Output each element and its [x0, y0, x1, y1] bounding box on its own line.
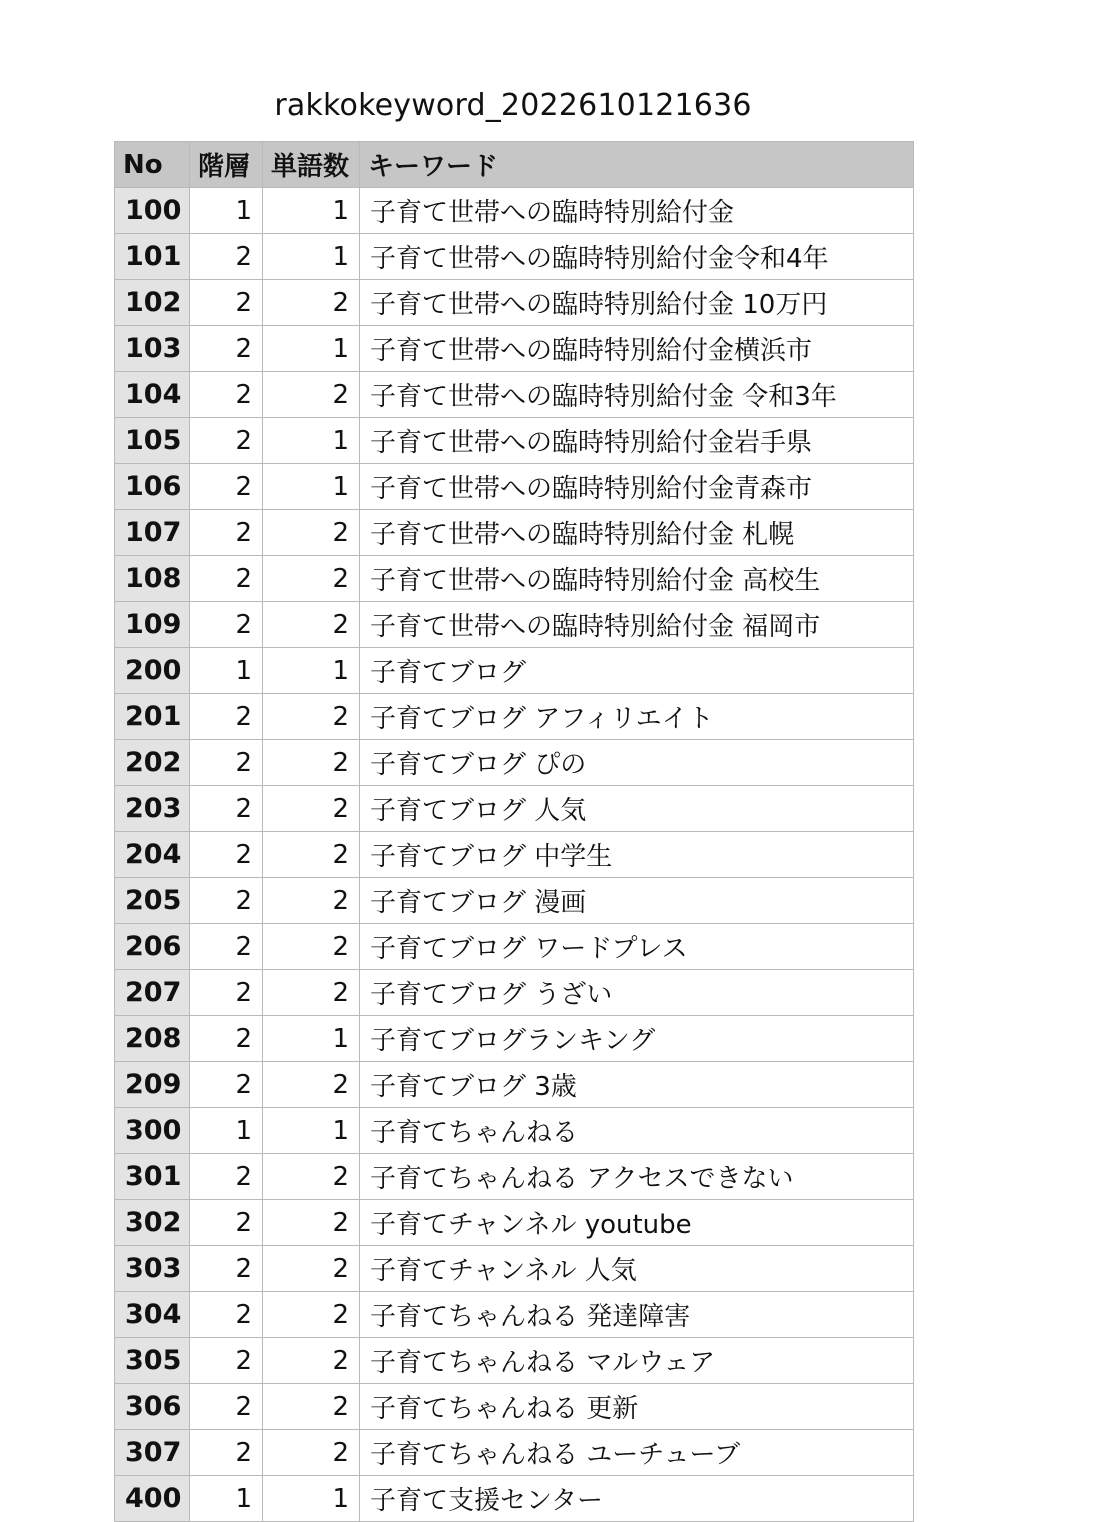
row-word-count-cell: 1 [263, 188, 360, 234]
row-word-count-cell: 2 [263, 878, 360, 924]
row-keyword-cell: 子育てちゃんねる [360, 1108, 914, 1154]
table-row [115, 602, 914, 648]
table-row [115, 234, 914, 280]
row-level-cell: 2 [190, 602, 263, 648]
keyword-table [114, 141, 914, 1522]
row-keyword-cell: 子育て世帯への臨時特別給付金 福岡市 [360, 602, 914, 648]
table-row [115, 280, 914, 326]
row-level-cell: 2 [190, 694, 263, 740]
row-no-cell: 206 [115, 924, 190, 970]
row-keyword-cell: 子育て世帯への臨時特別給付金 高校生 [360, 556, 914, 602]
row-no-cell: 307 [115, 1430, 190, 1476]
row-no-cell: 302 [115, 1200, 190, 1246]
row-keyword-cell: 子育てブログ 中学生 [360, 832, 914, 878]
row-keyword-cell: 子育て支援センター [360, 1476, 914, 1522]
row-level-cell: 2 [190, 1292, 263, 1338]
row-word-count-cell: 2 [263, 280, 360, 326]
row-level-cell: 1 [190, 1476, 263, 1522]
table-row [115, 924, 914, 970]
row-keyword-cell: 子育てブログ 人気 [360, 786, 914, 832]
table-row [115, 740, 914, 786]
row-no-cell: 101 [115, 234, 190, 280]
row-word-count-cell: 2 [263, 1154, 360, 1200]
table-row [115, 556, 914, 602]
row-no-cell: 202 [115, 740, 190, 786]
row-keyword-cell: 子育てちゃんねる ユーチューブ [360, 1430, 914, 1476]
row-level-cell: 2 [190, 1154, 263, 1200]
row-keyword-cell: 子育てちゃんねる 発達障害 [360, 1292, 914, 1338]
row-no-cell: 203 [115, 786, 190, 832]
header-word-count: 単語数 [263, 142, 360, 188]
row-word-count-cell: 1 [263, 234, 360, 280]
row-keyword-cell: 子育てブログ うざい [360, 970, 914, 1016]
row-level-cell: 1 [190, 188, 263, 234]
row-no-cell: 103 [115, 326, 190, 372]
table-row [115, 832, 914, 878]
row-keyword-cell: 子育て世帯への臨時特別給付金青森市 [360, 464, 914, 510]
row-level-cell: 1 [190, 1108, 263, 1154]
row-keyword-cell: 子育てブログ 3歳 [360, 1062, 914, 1108]
row-no-cell: 305 [115, 1338, 190, 1384]
row-level-cell: 2 [190, 1384, 263, 1430]
row-level-cell: 2 [190, 418, 263, 464]
table-row [115, 464, 914, 510]
row-no-cell: 205 [115, 878, 190, 924]
row-keyword-cell: 子育て世帯への臨時特別給付金 令和3年 [360, 372, 914, 418]
row-word-count-cell: 2 [263, 602, 360, 648]
header-no: No [115, 142, 190, 188]
row-keyword-cell: 子育てブログ ぴの [360, 740, 914, 786]
table-row [115, 786, 914, 832]
row-level-cell: 2 [190, 280, 263, 326]
row-keyword-cell: 子育てブログ ワードプレス [360, 924, 914, 970]
row-level-cell: 2 [190, 234, 263, 280]
row-level-cell: 2 [190, 740, 263, 786]
row-keyword-cell: 子育て世帯への臨時特別給付金横浜市 [360, 326, 914, 372]
row-word-count-cell: 2 [263, 1384, 360, 1430]
row-level-cell: 2 [190, 1246, 263, 1292]
row-level-cell: 1 [190, 648, 263, 694]
row-keyword-cell: 子育て世帯への臨時特別給付金 [360, 188, 914, 234]
table-header [115, 142, 914, 188]
row-level-cell: 2 [190, 1338, 263, 1384]
table-row [115, 1384, 914, 1430]
row-keyword-cell: 子育てブログ 漫画 [360, 878, 914, 924]
row-no-cell: 306 [115, 1384, 190, 1430]
row-word-count-cell: 1 [263, 648, 360, 694]
table-body [115, 188, 914, 1522]
table-row [115, 648, 914, 694]
row-word-count-cell: 2 [263, 740, 360, 786]
row-word-count-cell: 2 [263, 786, 360, 832]
row-level-cell: 2 [190, 326, 263, 372]
row-level-cell: 2 [190, 1016, 263, 1062]
row-keyword-cell: 子育てチャンネル youtube [360, 1200, 914, 1246]
row-word-count-cell: 1 [263, 464, 360, 510]
table-row [115, 1292, 914, 1338]
row-word-count-cell: 2 [263, 832, 360, 878]
row-no-cell: 304 [115, 1292, 190, 1338]
row-word-count-cell: 2 [263, 1062, 360, 1108]
row-level-cell: 2 [190, 464, 263, 510]
table-row [115, 1062, 914, 1108]
document-title: rakkokeyword_2022610121636 [274, 88, 752, 123]
row-no-cell: 100 [115, 188, 190, 234]
table-row [115, 1338, 914, 1384]
row-level-cell: 2 [190, 510, 263, 556]
row-no-cell: 207 [115, 970, 190, 1016]
header-keyword: キーワード [360, 142, 914, 188]
row-word-count-cell: 2 [263, 1430, 360, 1476]
row-word-count-cell: 1 [263, 1016, 360, 1062]
row-level-cell: 2 [190, 556, 263, 602]
row-word-count-cell: 2 [263, 694, 360, 740]
row-level-cell: 2 [190, 1200, 263, 1246]
table-row [115, 878, 914, 924]
table-row [115, 372, 914, 418]
table-row [115, 1154, 914, 1200]
row-no-cell: 107 [115, 510, 190, 556]
table-row [115, 1430, 914, 1476]
row-word-count-cell: 2 [263, 924, 360, 970]
row-keyword-cell: 子育てちゃんねる マルウェア [360, 1338, 914, 1384]
table-row [115, 326, 914, 372]
row-no-cell: 209 [115, 1062, 190, 1108]
row-keyword-cell: 子育てブログ アフィリエイト [360, 694, 914, 740]
row-no-cell: 102 [115, 280, 190, 326]
row-no-cell: 109 [115, 602, 190, 648]
table-row [115, 510, 914, 556]
row-word-count-cell: 2 [263, 1292, 360, 1338]
row-level-cell: 2 [190, 970, 263, 1016]
row-no-cell: 105 [115, 418, 190, 464]
row-level-cell: 2 [190, 372, 263, 418]
table-row [115, 1476, 914, 1522]
row-level-cell: 2 [190, 878, 263, 924]
table-row [115, 970, 914, 1016]
row-word-count-cell: 1 [263, 1108, 360, 1154]
row-level-cell: 2 [190, 924, 263, 970]
row-keyword-cell: 子育てブログ [360, 648, 914, 694]
row-no-cell: 108 [115, 556, 190, 602]
row-no-cell: 200 [115, 648, 190, 694]
row-no-cell: 303 [115, 1246, 190, 1292]
table-row [115, 694, 914, 740]
table-row [115, 1016, 914, 1062]
row-no-cell: 104 [115, 372, 190, 418]
row-no-cell: 301 [115, 1154, 190, 1200]
row-no-cell: 106 [115, 464, 190, 510]
header-level: 階層 [190, 142, 263, 188]
row-word-count-cell: 1 [263, 418, 360, 464]
row-level-cell: 2 [190, 1430, 263, 1476]
row-word-count-cell: 2 [263, 372, 360, 418]
row-word-count-cell: 2 [263, 970, 360, 1016]
table-row [115, 1108, 914, 1154]
table-row [115, 188, 914, 234]
row-no-cell: 208 [115, 1016, 190, 1062]
row-word-count-cell: 2 [263, 510, 360, 556]
row-word-count-cell: 1 [263, 326, 360, 372]
row-no-cell: 201 [115, 694, 190, 740]
row-keyword-cell: 子育て世帯への臨時特別給付金 札幌 [360, 510, 914, 556]
row-level-cell: 2 [190, 1062, 263, 1108]
row-word-count-cell: 1 [263, 1476, 360, 1522]
row-level-cell: 2 [190, 786, 263, 832]
row-keyword-cell: 子育てブログランキング [360, 1016, 914, 1062]
row-level-cell: 2 [190, 832, 263, 878]
row-word-count-cell: 2 [263, 556, 360, 602]
row-no-cell: 400 [115, 1476, 190, 1522]
row-keyword-cell: 子育て世帯への臨時特別給付金岩手県 [360, 418, 914, 464]
row-keyword-cell: 子育てちゃんねる 更新 [360, 1384, 914, 1430]
row-word-count-cell: 2 [263, 1246, 360, 1292]
row-word-count-cell: 2 [263, 1338, 360, 1384]
row-word-count-cell: 2 [263, 1200, 360, 1246]
header-row [115, 142, 914, 188]
row-keyword-cell: 子育てチャンネル 人気 [360, 1246, 914, 1292]
row-keyword-cell: 子育て世帯への臨時特別給付金 10万円 [360, 280, 914, 326]
row-keyword-cell: 子育てちゃんねる アクセスできない [360, 1154, 914, 1200]
row-keyword-cell: 子育て世帯への臨時特別給付金令和4年 [360, 234, 914, 280]
table-row [115, 1246, 914, 1292]
row-no-cell: 204 [115, 832, 190, 878]
table-row [115, 418, 914, 464]
table-row [115, 1200, 914, 1246]
row-no-cell: 300 [115, 1108, 190, 1154]
